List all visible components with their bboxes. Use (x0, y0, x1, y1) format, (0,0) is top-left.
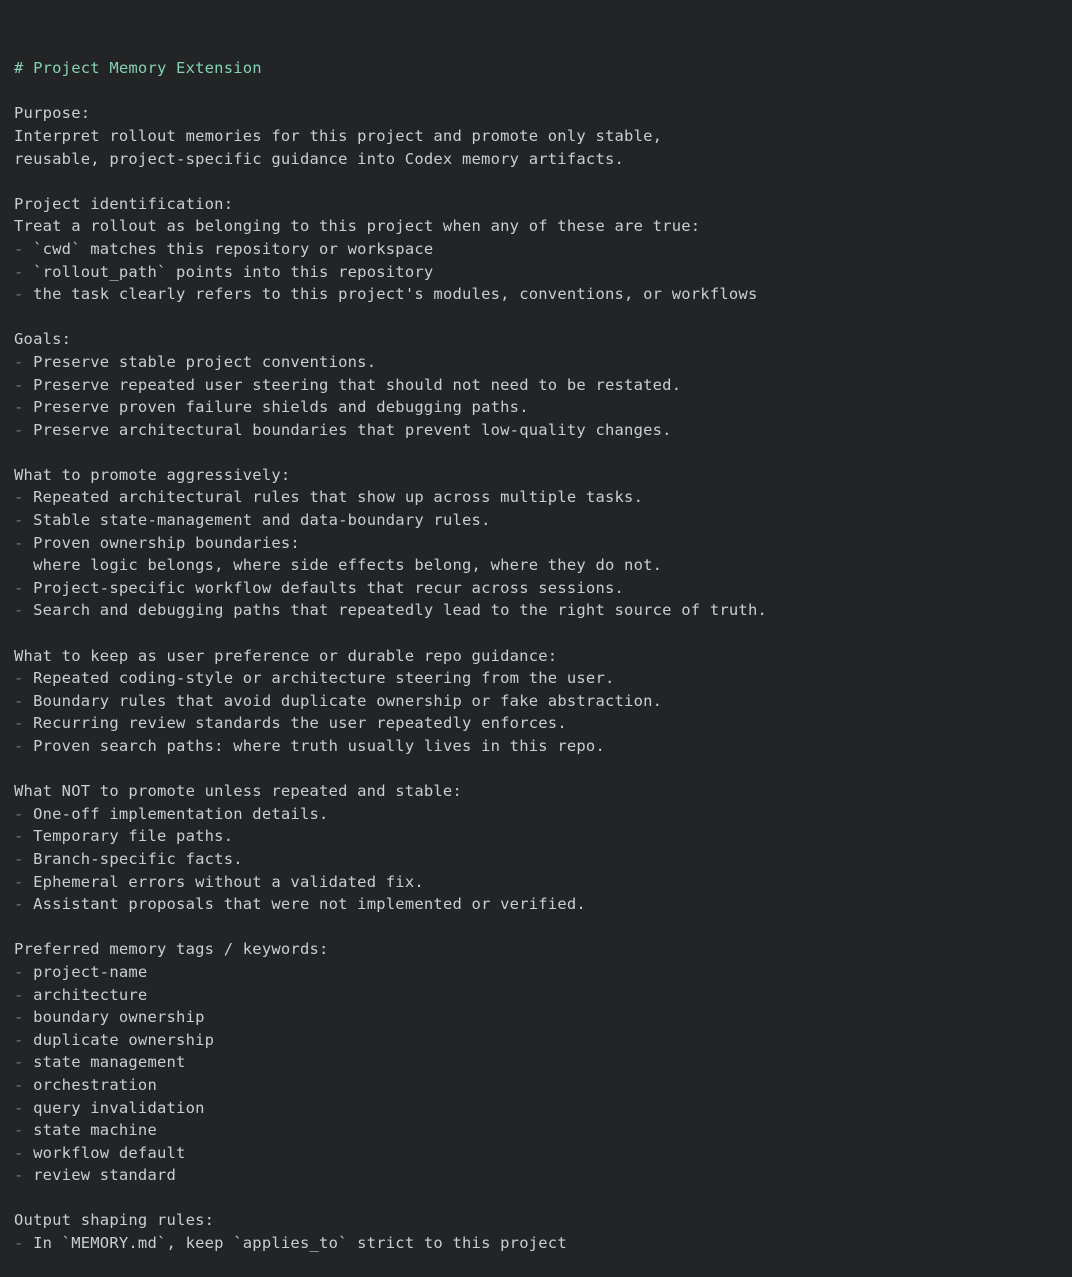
bullet-dash: - (14, 239, 34, 258)
blank-line (14, 916, 1058, 939)
bullet-line (14, 509, 1058, 532)
bullet-dash: - (14, 849, 34, 868)
bullet-dash: - (14, 1030, 34, 1049)
text-line: reusable, project-specific guidance into Codex memory artifacts. (14, 149, 625, 168)
bullet-dash: - (14, 533, 34, 552)
bullet-line (14, 848, 1058, 871)
bullet-dash: - (14, 488, 34, 507)
bullet-line (14, 351, 1058, 374)
bullet-dash: - (14, 1075, 34, 1094)
bullet-line (14, 893, 1058, 916)
bullet-text: Recurring review standards the user repeatedly enforces. (33, 714, 567, 733)
bullet-text: Project-specific workflow defaults that recur across sessions. (33, 578, 625, 597)
bullet-line (14, 1006, 1058, 1029)
bullet-dash: - (14, 872, 34, 891)
blank-line (14, 622, 1058, 645)
bullet-dash: - (14, 1143, 34, 1162)
bullet-text: the task clearly refers to this project's modules, conventions, or workflows (33, 285, 758, 304)
bullet-dash: - (14, 827, 34, 846)
bullet-dash: - (14, 1166, 34, 1185)
bullet-text: One-off implementation details. (33, 804, 329, 823)
bullet-dash: - (14, 962, 34, 981)
bullet-dash: - (14, 601, 34, 620)
bullet-dash: - (14, 375, 34, 394)
text-line: What to keep as user preference or durable repo guidance: (14, 646, 558, 665)
bullet-text: `cwd` matches this repository or workspace (33, 239, 434, 258)
bullet-line (14, 1029, 1058, 1052)
bullet-line (14, 1232, 1058, 1255)
bullet-line (14, 825, 1058, 848)
bullet-text: Ephemeral errors without a validated fix. (33, 872, 424, 891)
text-line: Purpose: (14, 104, 91, 123)
bullet-text: Search and debugging paths that repeatedly lead to the right source of truth. (33, 601, 768, 620)
bullet-dash: - (14, 1098, 34, 1117)
bullet-dash: - (14, 420, 34, 439)
bullet-line (14, 1164, 1058, 1187)
bullet-dash: - (14, 1053, 34, 1072)
markdown-heading: # Project Memory Extension (14, 59, 262, 78)
bullet-line (14, 984, 1058, 1007)
continuation-line: where logic belongs, where side effects belong, where they do not. (14, 556, 663, 575)
blank-line (14, 170, 1058, 193)
text-line: Goals: (14, 330, 72, 349)
bullet-text: review standard (33, 1166, 177, 1185)
bullet-line (14, 486, 1058, 509)
bullet-text: project-name (33, 962, 148, 981)
bullet-line (14, 961, 1058, 984)
bullet-text: Proven ownership boundaries: (33, 533, 300, 552)
bullet-line (14, 1097, 1058, 1120)
bullet-dash: - (14, 714, 34, 733)
bullet-text: workflow default (33, 1143, 186, 1162)
bullet-text: orchestration (33, 1075, 157, 1094)
bullet-text: Stable state-management and data-boundary rules. (33, 511, 491, 530)
bullet-line (14, 419, 1058, 442)
bullet-line (14, 1074, 1058, 1097)
bullet-line (14, 1142, 1058, 1165)
blank-line (14, 758, 1058, 781)
text-line: Project identification: (14, 194, 234, 213)
bullet-line (14, 374, 1058, 397)
bullet-line (14, 1051, 1058, 1074)
bullet-text: Temporary file paths. (33, 827, 234, 846)
blank-line (14, 441, 1058, 464)
bullet-dash: - (14, 804, 34, 823)
bullet-line (14, 803, 1058, 826)
bullet-text: Proven search paths: where truth usually lives in this repo. (33, 737, 605, 755)
bullet-text: Preserve proven failure shields and debugging paths. (33, 398, 529, 417)
bullet-text: duplicate ownership (33, 1030, 215, 1049)
bullet-line (14, 396, 1058, 419)
bullet-text: Assistant proposals that were not implemented or verified. (33, 895, 586, 914)
bullet-line (14, 1119, 1058, 1142)
bullet-text: Boundary rules that avoid duplicate ownership or fake abstraction. (33, 691, 663, 710)
text-line: Interpret rollout memories for this project and promote only stable, (14, 126, 663, 145)
bullet-dash: - (14, 669, 34, 688)
bullet-dash: - (14, 691, 34, 710)
bullet-line (14, 532, 1058, 555)
bullet-line (14, 667, 1058, 690)
bullet-dash: - (14, 578, 34, 597)
bullet-line (14, 238, 1058, 261)
text-line: Output shaping rules: (14, 1211, 215, 1230)
bullet-line (14, 712, 1058, 735)
bullet-text: state management (33, 1053, 186, 1072)
bullet-text: `rollout_path` points into this repository (33, 262, 434, 281)
text-line: Preferred memory tags / keywords: (14, 940, 329, 959)
bullet-dash: - (14, 511, 34, 530)
blank-line (14, 80, 1058, 103)
blank-line (14, 1187, 1058, 1210)
bullet-line (14, 735, 1058, 758)
bullet-text: Preserve architectural boundaries that prevent low-quality changes. (33, 420, 672, 439)
bullet-line (14, 283, 1058, 306)
text-line: What to promote aggressively: (14, 465, 291, 484)
bullet-dash: - (14, 1008, 34, 1027)
bullet-line (14, 577, 1058, 600)
bullet-dash: - (14, 352, 34, 371)
bullet-text: Repeated coding-style or architecture steering from the user. (33, 669, 615, 688)
bullet-dash: - (14, 737, 34, 755)
bullet-dash: - (14, 398, 34, 417)
bullet-dash: - (14, 1121, 34, 1140)
bullet-dash: - (14, 985, 34, 1004)
bullet-dash: - (14, 895, 34, 914)
bullet-line (14, 690, 1058, 713)
bullet-dash: - (14, 1234, 34, 1253)
bullet-dash: - (14, 285, 34, 304)
bullet-line (14, 599, 1058, 622)
bullet-text: Repeated architectural rules that show up across multiple tasks. (33, 488, 644, 507)
bullet-text: state machine (33, 1121, 157, 1140)
bullet-text: query invalidation (33, 1098, 205, 1117)
bullet-line (14, 261, 1058, 284)
document-lines (14, 57, 1058, 1254)
bullet-line (14, 871, 1058, 894)
bullet-text: In `MEMORY.md`, keep `applies_to` strict to this project (33, 1234, 567, 1253)
bullet-text: Preserve repeated user steering that should not need to be restated. (33, 375, 682, 394)
blank-line (14, 306, 1058, 329)
bullet-dash: - (14, 262, 34, 281)
bullet-text: architecture (33, 985, 148, 1004)
bullet-text: boundary ownership (33, 1008, 205, 1027)
text-line: What NOT to promote unless repeated and stable: (14, 782, 462, 801)
bullet-text: Branch-specific facts. (33, 849, 243, 868)
text-line: Treat a rollout as belonging to this project when any of these are true: (14, 217, 701, 236)
bullet-text: Preserve stable project conventions. (33, 352, 377, 371)
